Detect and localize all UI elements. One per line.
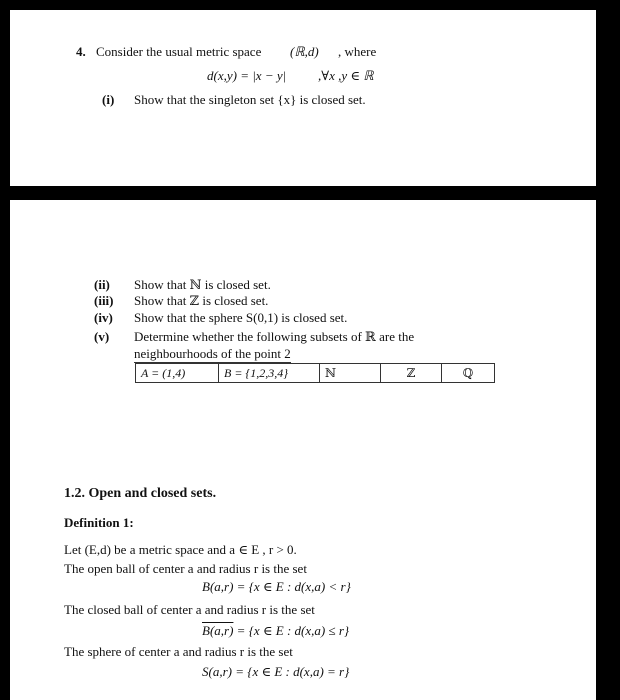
question-number: 4. bbox=[76, 44, 86, 59]
metric-space-pair: (ℝ,d) bbox=[290, 44, 319, 59]
item-text: Show that the sphere S(0,1) is closed set. bbox=[134, 310, 348, 325]
open-ball-rhs: = {x ∈ E : d(x,a) < r} bbox=[233, 579, 351, 594]
item-label: (iv) bbox=[94, 310, 113, 325]
neighbourhood-sets-table bbox=[135, 363, 495, 383]
open-ball-lhs: B(a,r) bbox=[202, 579, 234, 594]
definition-line-let: Let (E,d) be a metric space and a ∈ E , r > 0. bbox=[64, 542, 297, 557]
item-label: (iii) bbox=[94, 293, 114, 308]
item-i-label: (i) bbox=[102, 92, 115, 107]
open-ball-formula bbox=[202, 579, 351, 595]
metric-formula: d(x,y) = |x − y| bbox=[207, 68, 287, 83]
closed-ball-lhs: B(a,r) bbox=[202, 623, 234, 638]
item-text: Show that ℕ is closed set. bbox=[134, 277, 271, 292]
set-cell: B = {1,2,3,4} bbox=[219, 364, 320, 383]
question-intro-text: Consider the usual metric space bbox=[96, 44, 262, 59]
set-cell: ℕ bbox=[320, 364, 381, 383]
closed-ball-formula bbox=[202, 623, 349, 639]
section-title: 1.2. Open and closed sets. bbox=[64, 486, 217, 501]
question-intro-tail: , where bbox=[338, 44, 377, 59]
definition-title: Definition 1: bbox=[64, 515, 134, 530]
set-cell: ℚ bbox=[442, 364, 495, 383]
metric-condition: ,∀x ,y ∈ ℝ bbox=[318, 68, 374, 83]
set-cell: ℤ bbox=[381, 364, 442, 383]
definition-line-closed-ball: The closed ball of center a and radius r is the set bbox=[64, 602, 315, 617]
set-cell: A = (1,4) bbox=[136, 364, 219, 383]
closed-ball-rhs: = {x ∈ E : d(x,a) ≤ r} bbox=[233, 623, 350, 638]
question-panel-bottom bbox=[10, 200, 596, 700]
definition-line-sphere: The sphere of center a and radius r is the set bbox=[64, 644, 293, 659]
item-text: Show that ℤ is closed set. bbox=[134, 293, 269, 308]
item-v-continuation: neighbourhoods of the point 2 bbox=[134, 346, 291, 361]
definition-line-open-ball: The open ball of center a and radius r is the set bbox=[64, 561, 307, 576]
question-panel-top bbox=[10, 10, 596, 186]
sphere-formula: S(a,r) = {x ∈ E : d(x,a) = r} bbox=[202, 664, 350, 679]
item-label: (ii) bbox=[94, 277, 110, 292]
item-i-text: Show that the singleton set {x} is closed set. bbox=[134, 92, 366, 107]
item-label: (v) bbox=[94, 329, 110, 344]
item-text: Determine whether the following subsets of ℝ are the bbox=[134, 329, 415, 344]
